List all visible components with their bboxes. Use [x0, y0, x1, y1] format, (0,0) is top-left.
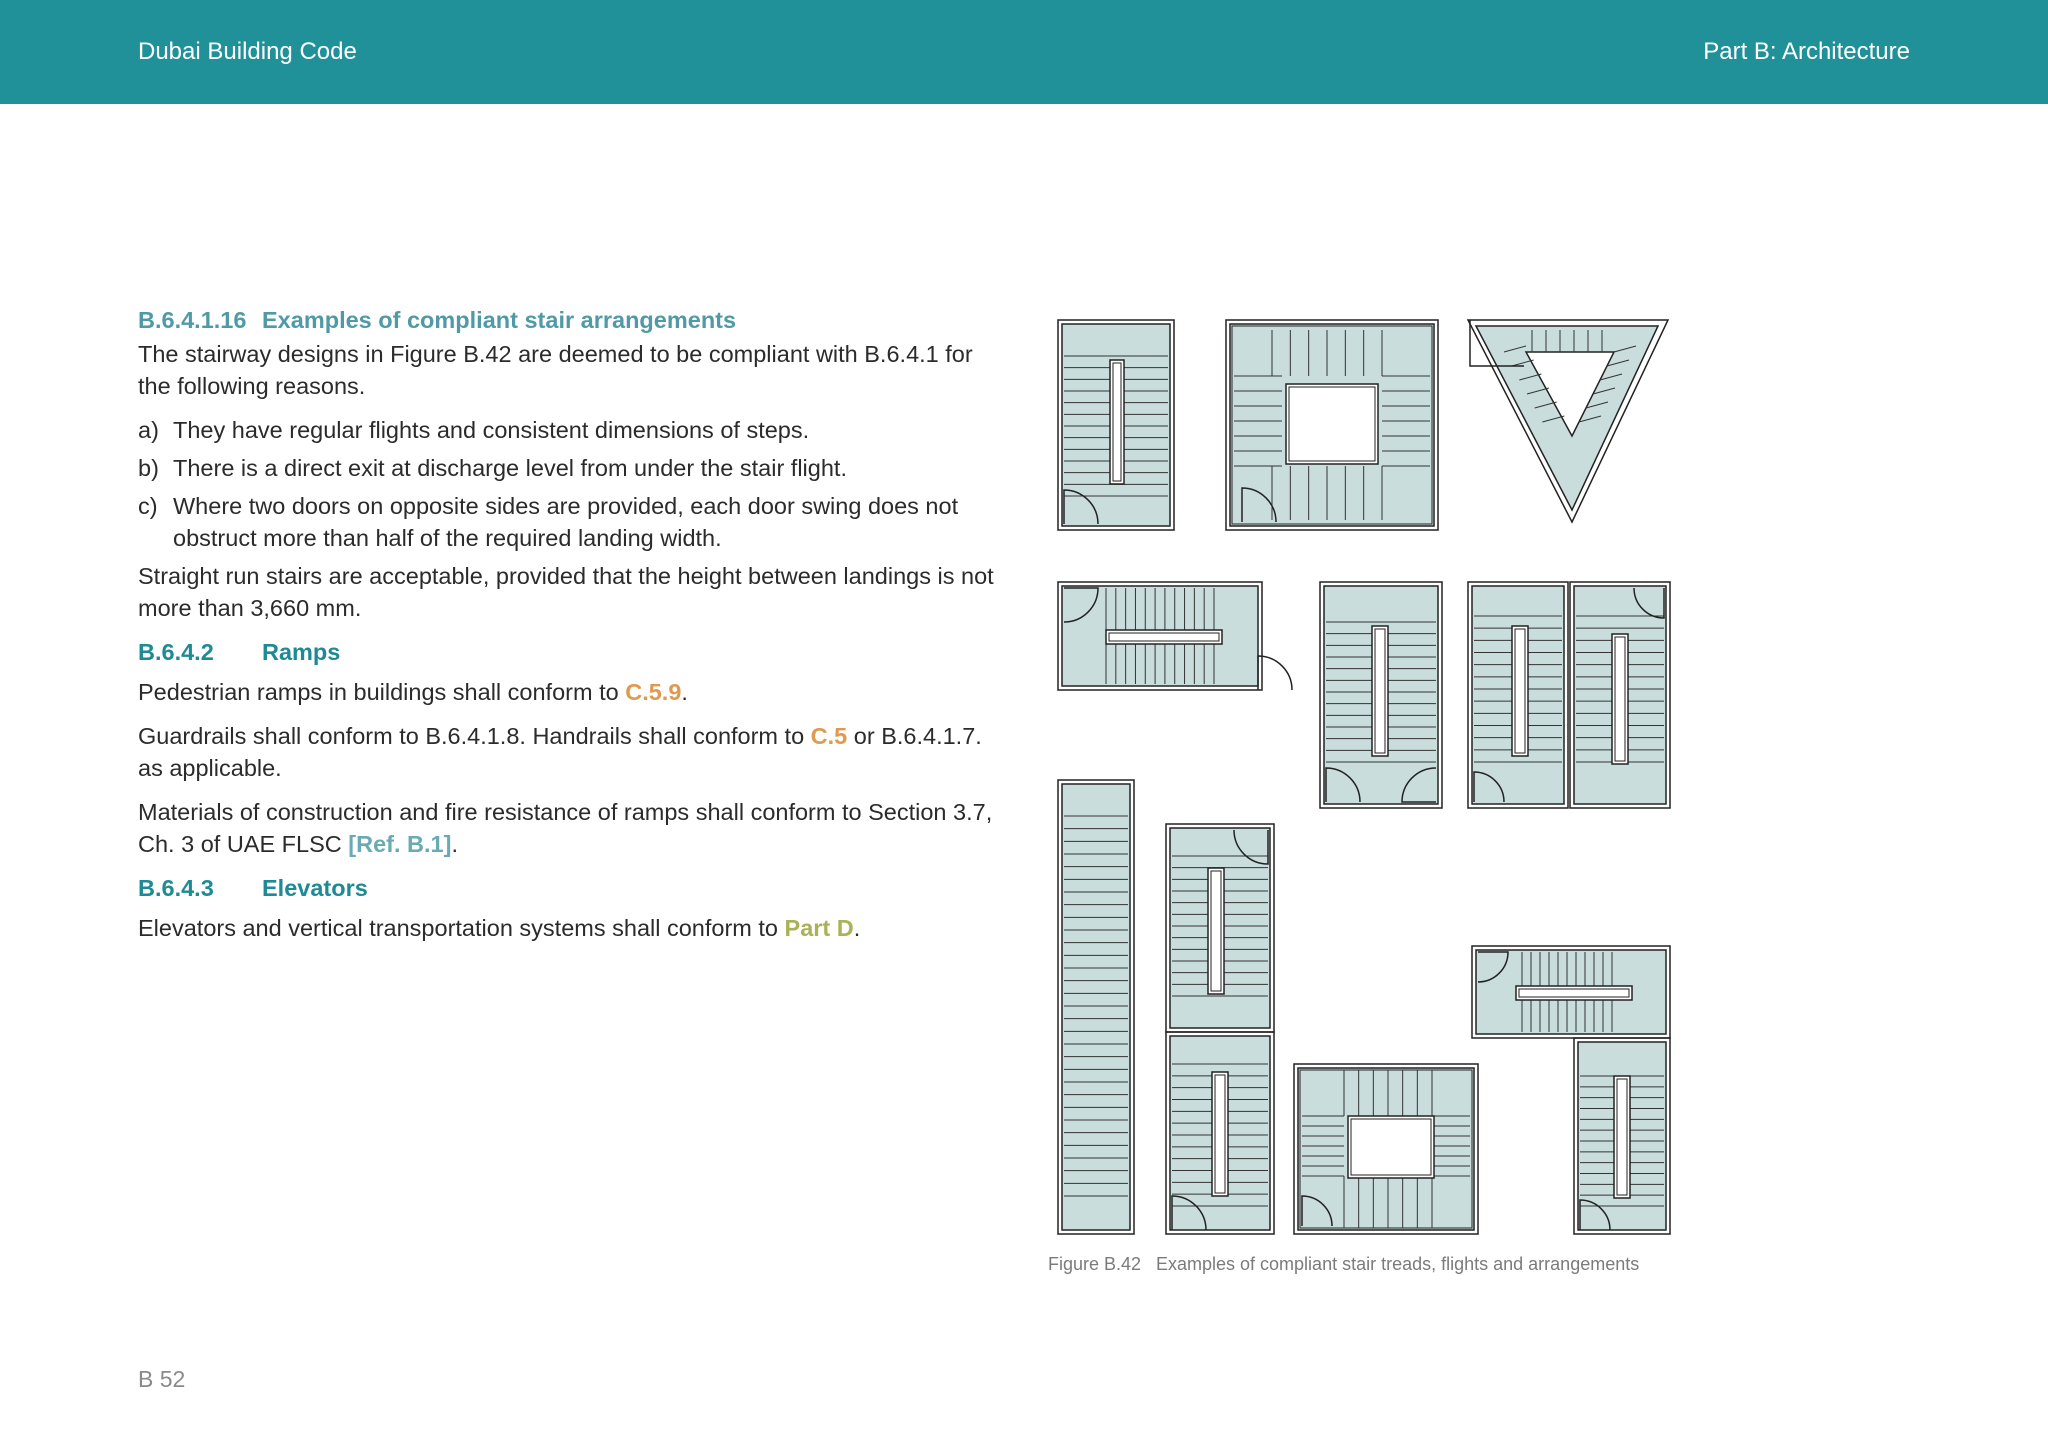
main-text: [138, 304, 1008, 956]
list-marker: a): [138, 417, 159, 443]
text-run: Pedestrian ramps in buildings shall conform to: [138, 679, 626, 705]
page-header: [0, 0, 2048, 104]
section-title: Ramps: [262, 639, 341, 665]
figure-caption-text: Examples of compliant stair treads, flights and arrangements: [1156, 1254, 1640, 1274]
stair-arrangements-figure: [1052, 316, 1672, 1236]
text-run: Elevators and vertical transportation systems shall conform to: [138, 915, 785, 941]
list-marker: b): [138, 455, 159, 481]
ramps-paragraph-1: [138, 676, 1008, 708]
stair-core-inner: [1113, 363, 1121, 481]
list-item: [138, 452, 1008, 484]
stair-core-inner: [1617, 1079, 1627, 1195]
section-title: Elevators: [262, 875, 368, 901]
section-heading-elevators: [138, 872, 1008, 904]
list-text: Where two doors on opposite sides are provided, each door swing does not obstruct more than half of the required landing width.: [173, 493, 959, 551]
list-text: There is a direct exit at discharge level from under the stair flight.: [173, 455, 847, 481]
ref-link-c5[interactable]: C.5: [810, 723, 848, 749]
section-heading-ramps: [138, 636, 1008, 668]
ramps-paragraph-3: [138, 796, 1008, 860]
stair-core-inner: [1351, 1119, 1431, 1175]
stair-core-inner: [1519, 989, 1629, 997]
text-run: Materials of construction and fire resistance of ramps shall conform to Section 3.7, Ch. 3 of UAE FLSC: [138, 799, 993, 857]
stair-well: [1062, 784, 1130, 1230]
ref-link-b1[interactable]: [Ref. B.1]: [348, 831, 452, 857]
figure-caption: [1048, 1254, 1639, 1275]
stair-core-inner: [1289, 387, 1375, 461]
stair-core-inner: [1515, 629, 1525, 753]
document-title: Dubai Building Code: [138, 38, 357, 65]
part-title: Part B: Architecture: [1703, 38, 1910, 65]
reasons-list: [138, 414, 1008, 554]
figure-label: Figure B.42: [1048, 1254, 1142, 1274]
stair-core-inner: [1109, 633, 1219, 641]
ramps-paragraph-2: [138, 720, 1008, 784]
stair-core-inner: [1375, 629, 1385, 753]
text-run: or B.6.4.1.7. as applicable.: [138, 723, 982, 781]
stair-plans-drawing: [1052, 316, 1672, 1236]
text-run: .: [853, 915, 861, 941]
section-number: B.6.4.3: [138, 875, 214, 901]
straight-run-paragraph: Straight run stairs are acceptable, provided that the height between landings is not more than 3,660 mm.: [138, 563, 994, 621]
text-run: .: [681, 679, 688, 705]
list-item: [138, 490, 1008, 554]
stair-core-inner: [1211, 871, 1221, 991]
section-heading-b64116: [138, 304, 1008, 336]
ref-link-part-d[interactable]: Part D: [784, 915, 854, 941]
stair-core-inner: [1615, 637, 1625, 761]
page-number: B 52: [138, 1366, 186, 1392]
intro-paragraph: The stairway designs in Figure B.42 are deemed to be compliant with B.6.4.1 for the following reasons.: [138, 341, 973, 399]
door-swing: [1258, 656, 1292, 690]
stair-core-inner: [1215, 1075, 1225, 1193]
list-marker: c): [138, 493, 158, 519]
section-number: B.6.4.2: [138, 639, 214, 665]
text-run: .: [451, 831, 458, 857]
section-title: Examples of compliant stair arrangements: [262, 307, 737, 333]
list-item: [138, 414, 1008, 446]
ref-link-c59[interactable]: C.5.9: [625, 679, 682, 705]
list-text: They have regular flights and consistent dimensions of steps.: [173, 417, 810, 443]
elevators-paragraph: [138, 912, 1008, 944]
section-number: B.6.4.1.16: [138, 307, 247, 333]
text-run: Guardrails shall conform to B.6.4.1.8. Handrails shall conform to: [138, 723, 811, 749]
